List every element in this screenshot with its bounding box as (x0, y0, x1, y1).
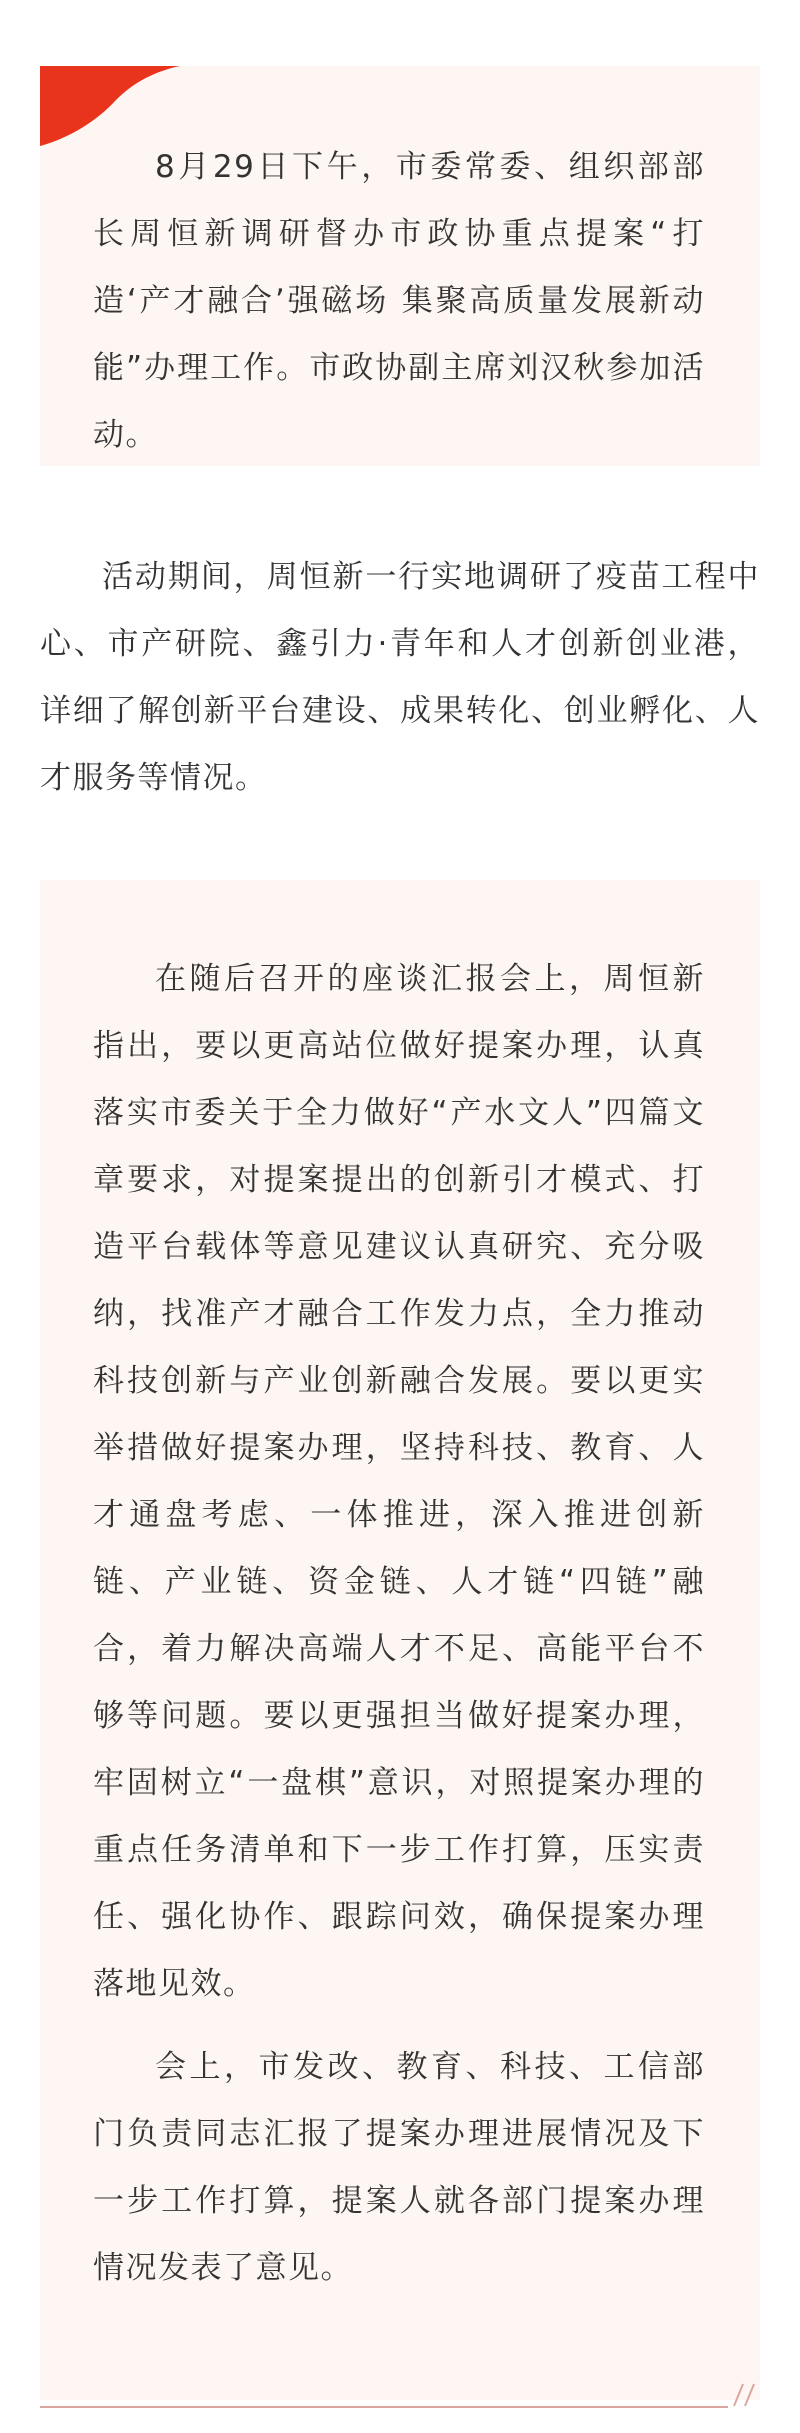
meeting-card (40, 880, 760, 2400)
intro-card (40, 66, 760, 466)
activity-section (40, 544, 760, 812)
paragraph-report: 会上，市发改、教育、科技、工信部门负责同志汇报了提案办理进展情况及下一步工作打算，提案人就各部门提案办理情况发表了意见。 (93, 2049, 705, 2286)
paragraph-activity: 活动期间，周恒新一行实地调研了疫苗工程中心、市产研院、鑫引力·青年和人才创新创业港，详细了解创新平台建设、成果转化、创业孵化、人才服务等情况。 (40, 559, 760, 796)
paragraph-meeting: 在随后召开的座谈汇报会上，周恒新指出，要以更高站位做好提案办理，认真落实市委关于全力做好“产水文人”四篇文章要求，对提案提出的创新引才模式、打造平台载体等意见建议认真研究、充分吸纳，找准产才融合工作发力点，全力推动科技创新与产业创新融合发展。要以更实举措做好提案办理，坚持科技、教育、人才通盘考虑、一体推进，深入推进创新链、产业链、资金链、人才链“四链”融合，着力解决高端人才不足、高能平台不够等问题。要以更强担当做好提案办理，牢固树立“一盘棋”意识，对照提案办理的重点任务清单和下一步工作打算，压实责任、强化协作、跟踪问效，确保提案办理落地见效。 (93, 961, 705, 2002)
red-swoosh-icon (40, 66, 180, 146)
double-slash-icon (730, 2380, 760, 2410)
paragraph-intro: 8月29日下午，市委常委、组织部部长周恒新调研督办市政协重点提案“打造‘产才融合’强磁场 集聚高质量发展新动能”办理工作。市政协副主席刘汉秋参加活动。 (93, 149, 705, 453)
bottom-divider (40, 2406, 728, 2408)
